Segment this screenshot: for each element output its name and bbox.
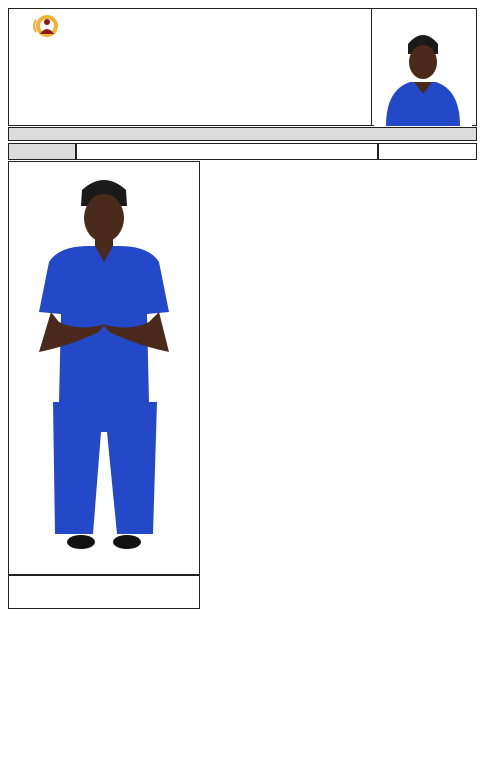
skills-title-cell [8,575,200,609]
full-name-arabic-cell [378,143,477,160]
header-photo [374,24,472,126]
full-name-value-cell [76,143,378,160]
full-name-label-cell [8,143,76,160]
application-title-bar [8,127,477,141]
main-photo [8,161,200,575]
company-logo [10,12,84,58]
